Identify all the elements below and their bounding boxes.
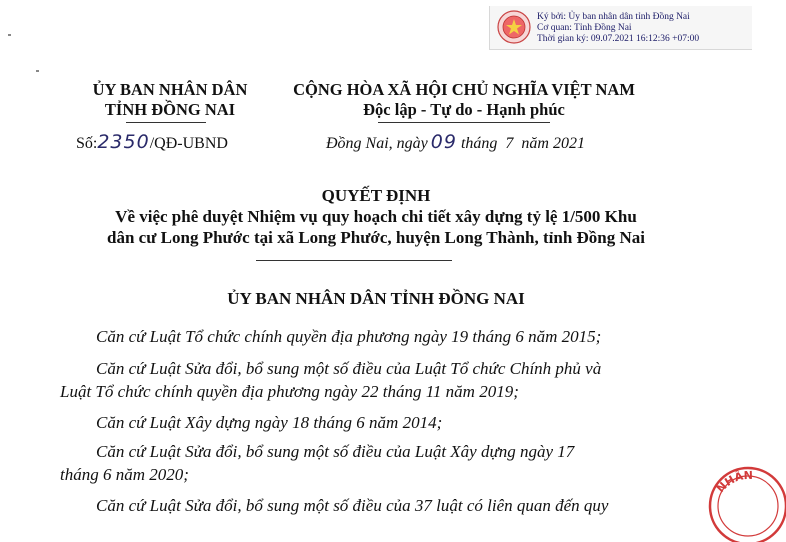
handwritten-day: 09: [430, 131, 457, 153]
decision-subject-line1: Về việc phê duyệt Nhiệm vụ quy hoạch chi tiết xây dựng tỷ lệ 1/500 Khu: [115, 207, 637, 226]
legal-basis-3: Căn cứ Luật Xây dựng ngày 18 tháng 6 năm 2014;: [96, 413, 443, 432]
country-name: CỘNG HÒA XÃ HỘI CHỦ NGHĨA VIỆT NAM: [293, 80, 635, 99]
signature-time: Thời gian ký: 09.07.2021 16:12:36 +07:00: [537, 34, 700, 44]
legal-basis-4b: tháng 6 năm 2020;: [60, 465, 189, 484]
agency-underline: [126, 122, 206, 123]
legal-basis-5: Căn cứ Luật Sửa đổi, bổ sung một số điều của 37 luật có liên quan đến quy: [96, 496, 609, 515]
legal-basis-1: Căn cứ Luật Tổ chức chính quyền địa phương ngày 19 tháng 6 năm 2015;: [96, 327, 602, 346]
red-stamp-icon: [706, 462, 786, 542]
document-date: [326, 131, 585, 155]
scan-artifact: [36, 70, 39, 72]
decision-title: QUYẾT ĐỊNH: [321, 186, 431, 205]
national-emblem-icon: [496, 9, 532, 45]
scan-artifact: [8, 34, 11, 36]
signature-signer: Ký bởi: Ủy ban nhân dân tỉnh Đồng Nai: [537, 12, 690, 22]
date-prefix: Đồng Nai, ngày: [326, 135, 428, 152]
signature-agency: Cơ quan: Tỉnh Đồng Nai: [537, 23, 632, 33]
issuer-heading: ỦY BAN NHÂN DÂN TỈNH ĐỒNG NAI: [227, 289, 525, 308]
legal-basis-2b: Luật Tổ chức chính quyền địa phương ngày 22 tháng 11 năm 2019;: [60, 382, 519, 401]
legal-basis-4a: Căn cứ Luật Sửa đổi, bổ sung một số điều của Luật Xây dựng ngày 17: [96, 442, 575, 461]
agency-name-line1: ỦY BAN NHÂN DÂN: [92, 80, 248, 99]
legal-basis-2a: Căn cứ Luật Sửa đổi, bổ sung một số điều của Luật Tổ chức Chính phủ và: [96, 359, 602, 378]
motto-underline: [378, 122, 550, 123]
number-suffix: /QĐ-UBND: [149, 135, 228, 152]
decision-subject-line2: dân cư Long Phước tại xã Long Phước, huyện Long Thành, tỉnh Đồng Nai: [107, 228, 645, 247]
national-motto: Độc lập - Tự do - Hạnh phúc: [363, 100, 565, 119]
handwritten-number: 2350: [97, 131, 150, 153]
document-number: [76, 131, 228, 155]
number-prefix: Số:: [76, 135, 98, 152]
stamp-text: NHÂN: [713, 468, 754, 496]
digital-signature-box: [489, 6, 752, 50]
date-rest: tháng 7 năm 2021: [456, 135, 585, 152]
subject-underline: [256, 260, 452, 261]
agency-name-line2: TỈNH ĐỒNG NAI: [104, 100, 236, 119]
